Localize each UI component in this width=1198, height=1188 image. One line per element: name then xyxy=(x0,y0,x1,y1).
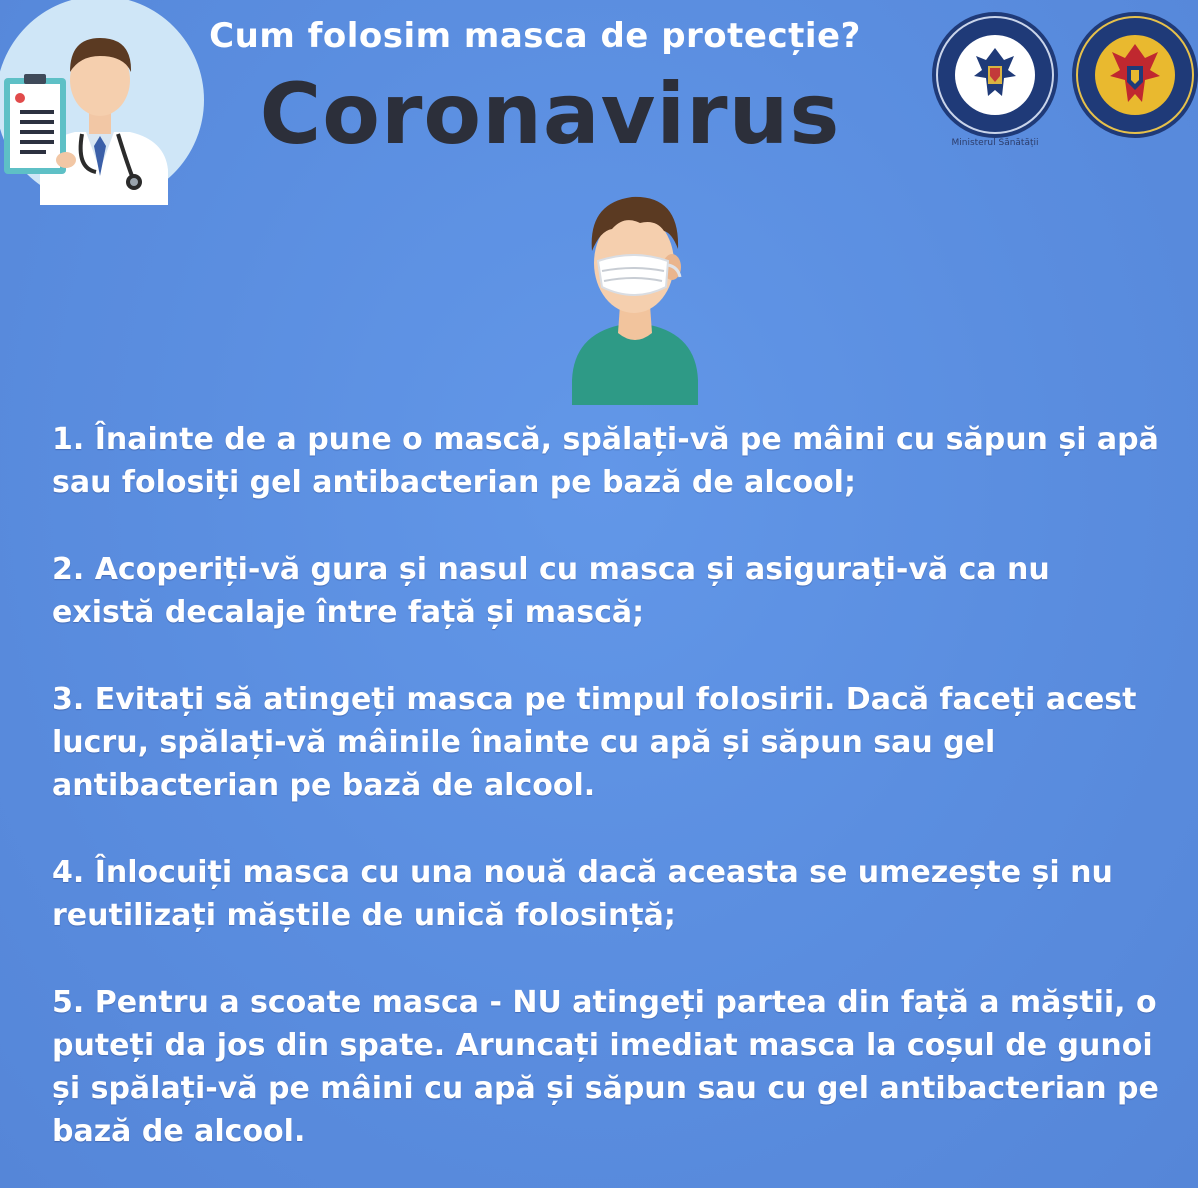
instruction-step-2: 2. Acoperiți-vă gura și nasul cu masca și asigurați-vă ca nu există decalaje între față și mască; xyxy=(52,552,1050,630)
instruction-step-1: 1. Înainte de a pune o mască, spălați-vă pe mâini cu săpun și apă sau folosiți gel antibacterian pe bază de alcool; xyxy=(52,422,1159,500)
person-with-mask-icon xyxy=(560,175,710,405)
instruction-step-4: 4. Înlocuiți masca cu una nouă dacă aceasta se umezește și nu reutilizați măștile de unică folosință; xyxy=(52,855,1113,933)
instruction-step-3: 3. Evitați să atingeți masca pe timpul folosirii. Dacă faceți acest lucru, spălați-vă mâinile înainte cu apă și săpun sau gel antibacterian pe bază de alcool. xyxy=(52,682,1137,803)
emergency-department-seal-icon xyxy=(1070,10,1198,140)
page-title: Coronavirus xyxy=(259,65,841,163)
instructions-list xyxy=(52,418,1162,1153)
government-seal-icon xyxy=(930,10,1060,140)
ministry-caption: Ministerul Sănătății xyxy=(951,138,1039,148)
instruction-step-5: 5. Pentru a scoate masca - NU atingeți partea din față a măștii, o puteți da jos din spate. Aruncați imediat masca la coșul de gunoi și spălați-vă pe mâini cu apă și săpun sau cu gel antibacterian pe bază de alcool. xyxy=(52,985,1159,1149)
page-subtitle: Cum folosim masca de protecție? xyxy=(209,16,861,56)
